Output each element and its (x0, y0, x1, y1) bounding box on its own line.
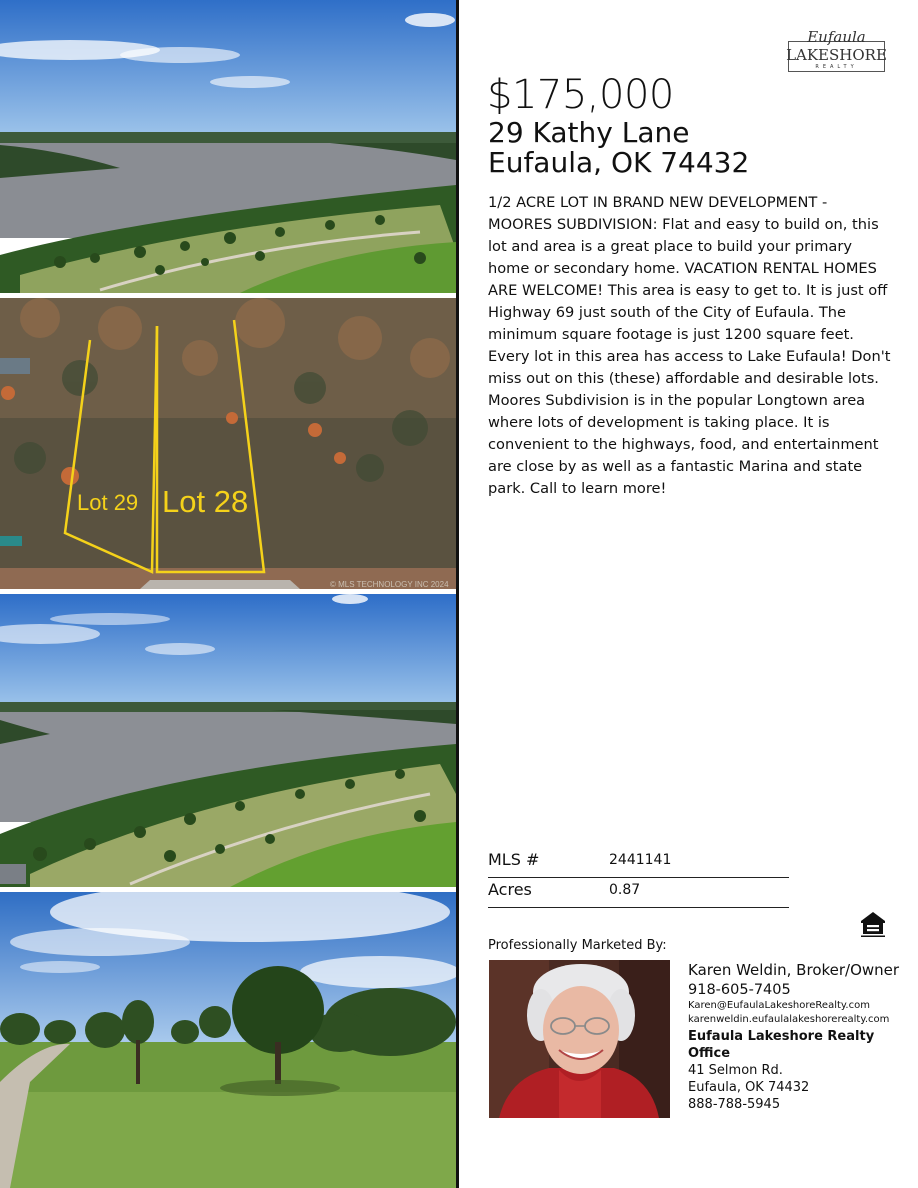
office-city: Eufaula, OK 74432 (688, 1080, 810, 1095)
column-divider (456, 0, 459, 1188)
fact-label-acres: Acres (488, 880, 532, 899)
fact-label-mls: MLS # (488, 850, 540, 869)
listing-facts (488, 848, 789, 908)
aerial-lake-image-1 (0, 0, 456, 293)
fact-row-mls (488, 848, 789, 878)
ground-level-photo[interactable] (0, 892, 456, 1188)
lot-overlay-image (0, 298, 456, 589)
agent-name: Karen Weldin, Broker/Owner (688, 961, 900, 979)
fact-value-acres: 0.87 (609, 882, 641, 898)
office-name: Eufaula Lakeshore Realty Office (688, 1029, 875, 1061)
aerial-lake-photo-2[interactable] (0, 594, 456, 887)
agent-website[interactable]: karenweldin.eufaulalakeshorerealty.com (688, 1014, 890, 1025)
photo-watermark: © MLS TECHNOLOGY INC 2024 (330, 580, 449, 589)
logo-main-text: LAKESHORE (786, 46, 887, 64)
office-phone[interactable]: 888-788-5945 (688, 1097, 781, 1112)
lot-overlay-photo[interactable] (0, 298, 456, 589)
agent-phone[interactable]: 918-605-7405 (688, 982, 791, 998)
logo-script-text: Eufaula (807, 28, 866, 46)
logo-sub-text: REALTY (815, 64, 858, 70)
listing-description: 1/2 ACRE LOT IN BRAND NEW DEVELOPMENT - MOORES SUBDIVISION: Flat and easy to build on, this lot and area is a great place to build your primary home or secondary home. VACATION RENTAL HOMES ARE WELCOME! This area is easy to get to. It is just off Highway 69 just south of the City of Eufaula. The minimum square footage is just 1200 square feet. Every lot in this area has access to Lake Eufaula! Don't miss out on this (these) affordable and desirable lots. Moores Subdivision is in the popular Longtown area where lots of development is taking place. It is convenient to the highways, food, and entertainment are close by as well as a fantastic Marina and state park. Call to learn more! (488, 194, 891, 497)
aerial-lake-photo-1[interactable] (0, 0, 456, 293)
equal-housing-icon (858, 909, 888, 939)
fact-row-acres (488, 878, 789, 908)
agent-email[interactable]: Karen@EufaulaLakeshoreRealty.com (688, 1000, 870, 1011)
listing-price: $175,000 (487, 72, 674, 118)
fact-value-mls: 2441141 (609, 852, 672, 868)
address-city: Eufaula, OK 74432 (488, 146, 750, 179)
lot-28-label: Lot 28 (162, 484, 249, 519)
photo-column (0, 0, 456, 1188)
eufaula-lakeshore-logo (786, 28, 887, 73)
agent-headshot (489, 960, 670, 1118)
agent-portrait-image (489, 960, 670, 1118)
agent-contact (688, 960, 908, 1113)
marketed-by-label: Professionally Marketed By: (488, 938, 667, 953)
address-street: 29 Kathy Lane (488, 116, 690, 149)
office-street: 41 Selmon Rd. (688, 1063, 783, 1078)
aerial-lake-image-2 (0, 594, 456, 887)
lot-29-label: Lot 29 (77, 490, 139, 515)
ground-level-image (0, 892, 456, 1188)
